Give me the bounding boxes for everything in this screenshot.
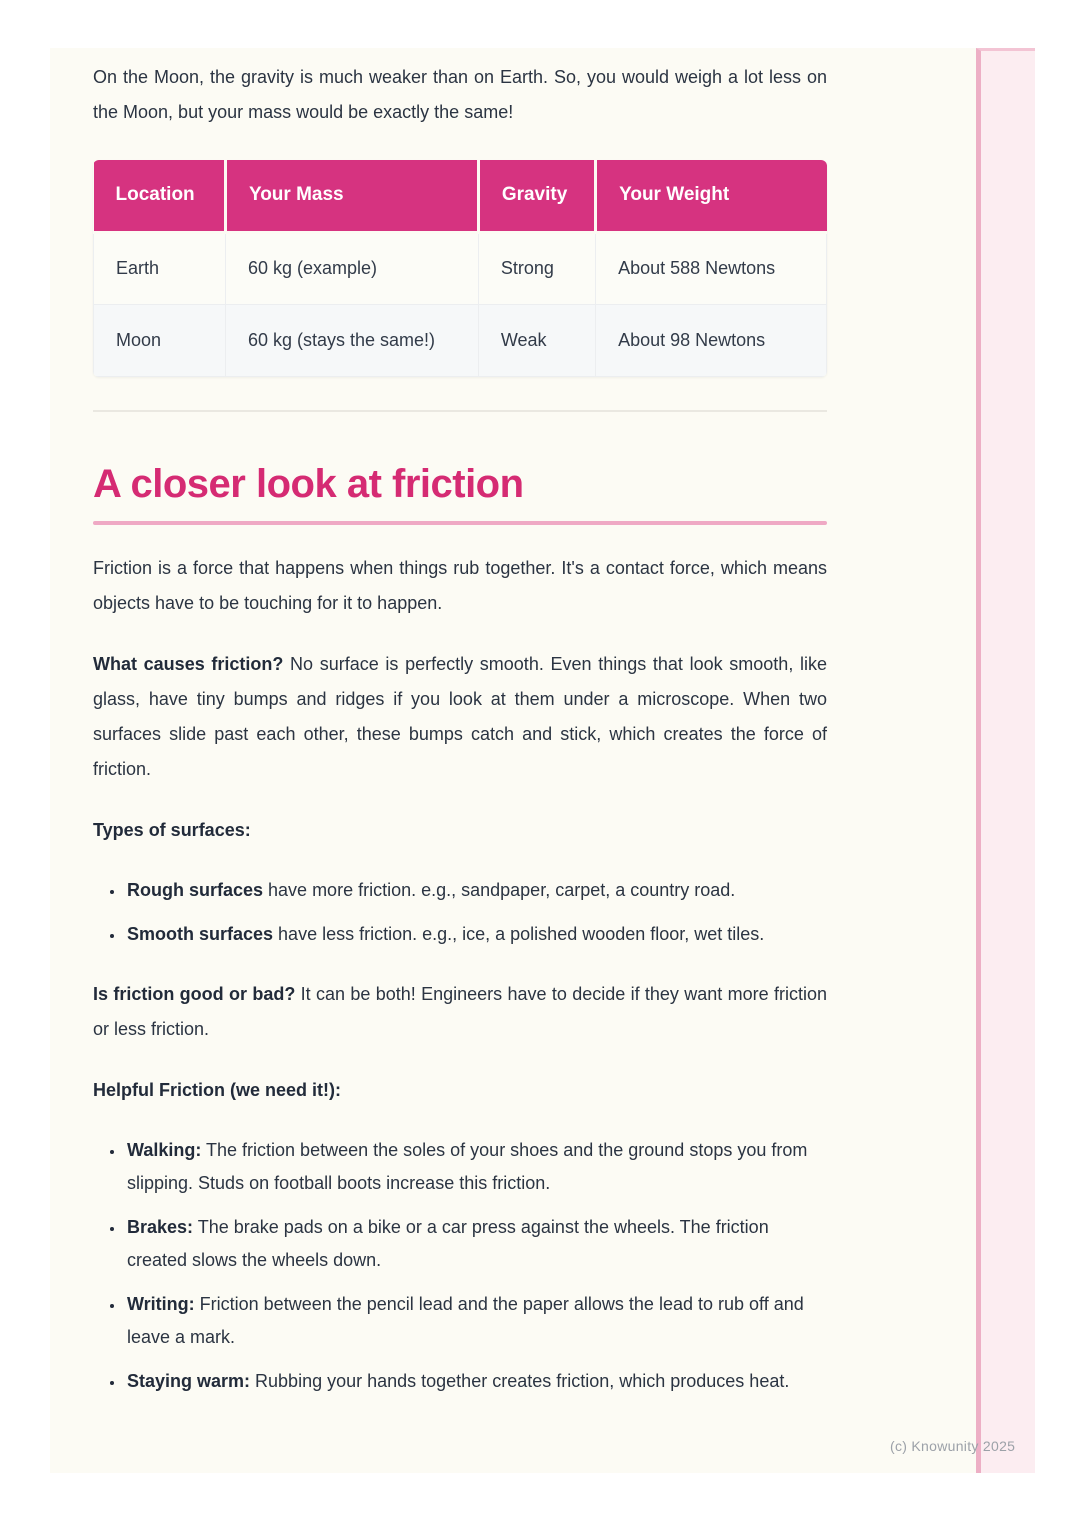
- cell-mass: 60 kg (stays the same!): [225, 304, 478, 376]
- mass-weight-table: [93, 160, 827, 377]
- friction-intro-paragraph: Friction is a force that happens when things rub together. It's a contact force, which means objects have to be touching for it to happen.: [93, 557, 827, 613]
- cell-mass: 60 kg (example): [225, 232, 478, 304]
- intro-paragraph: On the Moon, the gravity is much weaker than on Earth. So, you would weigh a lot less on the Moon, but your mass would be exactly the same!: [93, 67, 827, 122]
- table-header-your-mass: Your Mass: [225, 160, 478, 232]
- table-row-moon: [94, 304, 827, 376]
- list-item-brakes: • Brakes: The brake pads on a bike or a car press against the wheels. The friction created slows the wheels down.: [125, 1211, 827, 1277]
- document-page: [50, 48, 1035, 1473]
- friction-causes-question: What causes friction?: [93, 653, 284, 674]
- cell-location: Moon: [94, 304, 226, 376]
- table-header-gravity: Gravity: [478, 160, 595, 232]
- good-or-bad-question: Is friction good or bad?: [93, 983, 296, 1004]
- friction-causes-paragraph: What causes friction? No surface is perfectly smooth. Even things that look smooth, like glass, have tiny bumps and ridges if you look at them under a microscope. When two surfaces slide past each other, these bumps catch and stick, which creates the force of friction.: [93, 653, 827, 779]
- section-title: A closer look at friction: [93, 461, 524, 506]
- surface-types-list: [93, 874, 827, 951]
- table-row-earth: [94, 232, 827, 304]
- cell-location: Earth: [94, 232, 226, 304]
- helpful-friction-heading: Helpful Friction (we need it!):: [93, 1079, 341, 1100]
- table-header-row: [94, 160, 827, 232]
- decorative-pink-stripe: [976, 48, 1035, 1473]
- watermark: (c) Knowunity 2025: [890, 1438, 1016, 1454]
- section-title-underline: [93, 521, 827, 525]
- types-of-surfaces-heading: Types of surfaces:: [93, 819, 251, 840]
- table-header-location: Location: [94, 160, 226, 232]
- cell-gravity: Weak: [478, 304, 595, 376]
- list-item-walking: • Walking: The friction between the soles of your shoes and the ground stops you from slipping. Studs on football boots increase this friction.: [125, 1134, 827, 1200]
- helpful-friction-list: [93, 1134, 827, 1398]
- section-divider: [93, 410, 827, 412]
- list-item-writing: • Writing: Friction between the pencil lead and the paper allows the lead to rub off and leave a mark.: [125, 1288, 827, 1354]
- list-item-staying-warm: • Staying warm: Rubbing your hands together creates friction, which produces heat.: [125, 1365, 827, 1398]
- table-header-your-weight: Your Weight: [596, 160, 827, 232]
- cell-weight: About 98 Newtons: [596, 304, 827, 376]
- cell-gravity: Strong: [478, 232, 595, 304]
- friction-good-or-bad-paragraph: Is friction good or bad? It can be both! Engineers have to decide if they want more friction or less friction.: [93, 983, 827, 1039]
- cell-weight: About 588 Newtons: [596, 232, 827, 304]
- page-content: [93, 60, 827, 1420]
- list-item-smooth-surfaces: • Smooth surfaces have less friction. e.g., ice, a polished wooden floor, wet tiles.: [125, 918, 827, 951]
- list-item-rough-surfaces: • Rough surfaces have more friction. e.g., sandpaper, carpet, a country road.: [125, 874, 827, 907]
